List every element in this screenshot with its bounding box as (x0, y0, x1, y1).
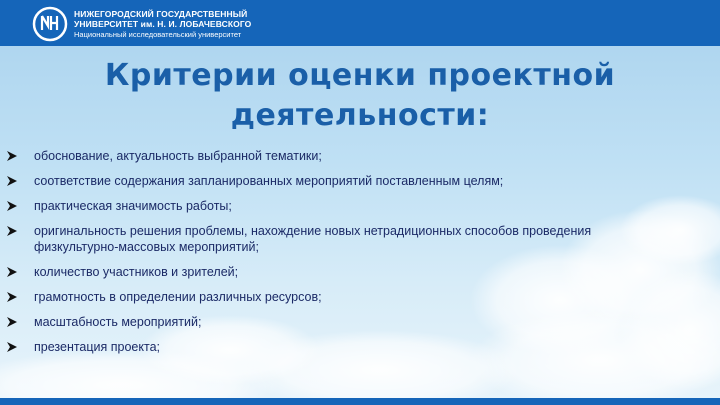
arrow-bullet-icon (6, 341, 18, 353)
list-item-text: презентация проекта; (34, 340, 161, 354)
arrow-bullet-icon (6, 291, 18, 303)
list-item-text: обоснование, актуальность выбранной тематики; (34, 149, 322, 163)
list-item (6, 223, 626, 255)
list-item (6, 264, 626, 280)
arrow-bullet-icon (6, 175, 18, 187)
list-item (6, 173, 626, 189)
list-item-text: масштабность мероприятий; (34, 315, 202, 329)
arrow-bullet-icon (6, 200, 18, 212)
university-name-line2: УНИВЕРСИТЕТ им. Н. И. ЛОБАЧЕВСКОГО (74, 19, 252, 29)
list-item (6, 148, 626, 164)
list-item (6, 198, 626, 214)
arrow-bullet-icon (6, 150, 18, 162)
university-name-line1: НИЖЕГОРОДСКИЙ ГОСУДАРСТВЕННЫЙ (74, 9, 248, 19)
list-item-text: грамотность в определении различных ресурсов; (34, 290, 322, 304)
list-item-text: количество участников и зрителей; (34, 265, 239, 279)
university-subtitle: Национальный исследовательский университет (74, 30, 242, 39)
arrow-bullet-icon (6, 316, 18, 328)
university-logo-icon (32, 6, 68, 42)
list-item-text: практическая значимость работы; (34, 199, 232, 213)
arrow-bullet-icon (6, 266, 18, 278)
header-bar (0, 0, 720, 46)
list-item-text: соответствие содержания запланированных мероприятий поставленным целям; (34, 174, 504, 188)
list-item (6, 339, 626, 355)
list-item (6, 289, 626, 305)
list-item (6, 314, 626, 330)
footer-bar (0, 398, 720, 405)
arrow-bullet-icon (6, 225, 18, 237)
list-item-text: оригинальность решения проблемы, нахождение новых нетрадиционных способов проведения физкультурно-массовых мероприятий; (34, 224, 592, 254)
slide-title: Критерии оценки проектной деятельности: (104, 58, 616, 133)
criteria-list (6, 148, 626, 364)
university-name (74, 9, 251, 40)
